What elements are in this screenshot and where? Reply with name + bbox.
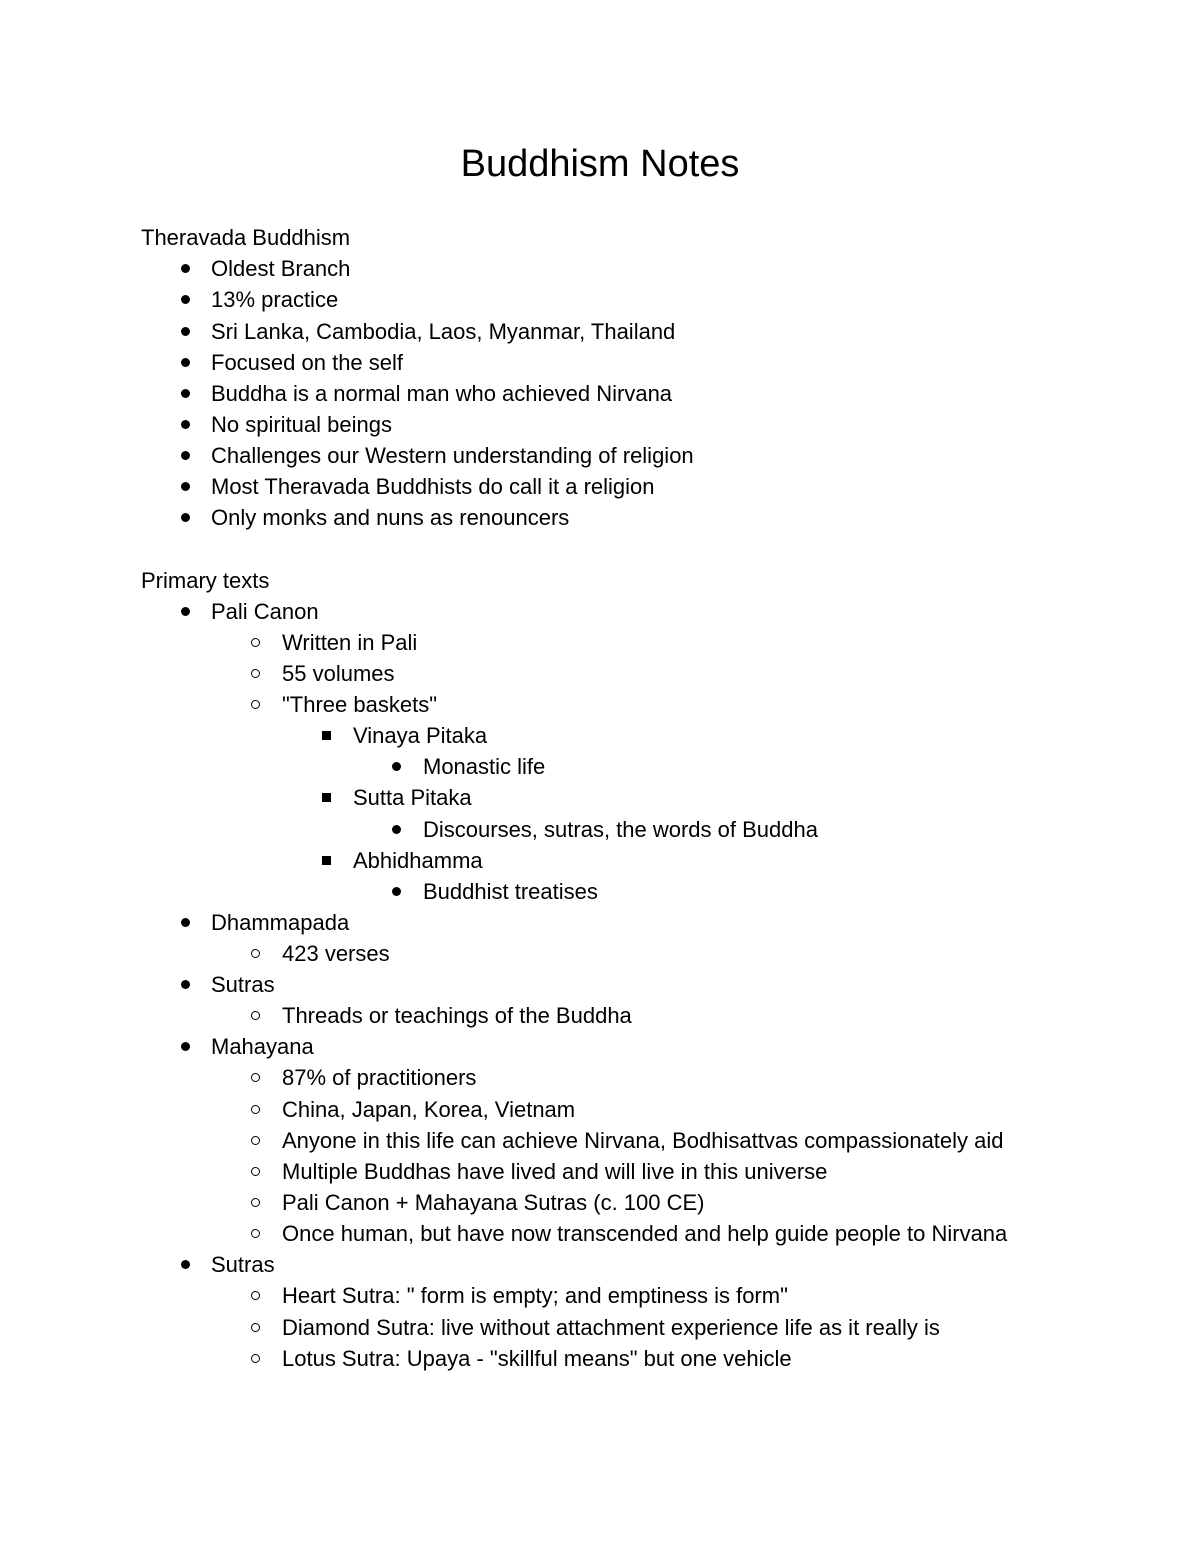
filled-bullet-icon xyxy=(178,1031,192,1062)
section-heading-primary-texts: Primary texts xyxy=(141,568,270,593)
hollow-bullet-icon xyxy=(248,1000,262,1031)
section-heading-theravada: Theravada Buddhism xyxy=(141,225,351,250)
document-title: Buddhism Notes xyxy=(460,143,740,185)
filled-bullet-icon xyxy=(389,814,403,845)
hollow-bullet-icon xyxy=(248,1125,262,1156)
square-bullet-icon xyxy=(319,845,333,876)
filled-bullet-icon xyxy=(389,876,403,907)
hollow-bullet-icon xyxy=(248,1312,262,1343)
hollow-bullet-icon xyxy=(248,1062,262,1093)
hollow-bullet-icon xyxy=(248,938,262,969)
filled-bullet-icon xyxy=(389,751,403,782)
hollow-bullet-icon xyxy=(248,627,262,658)
filled-bullet-icon xyxy=(178,347,192,378)
filled-bullet-icon xyxy=(178,502,192,533)
hollow-bullet-icon xyxy=(248,1094,262,1125)
hollow-bullet-icon xyxy=(248,1218,262,1249)
filled-bullet-icon xyxy=(178,440,192,471)
hollow-bullet-icon xyxy=(248,689,262,720)
filled-bullet-icon xyxy=(178,596,192,627)
filled-bullet-icon xyxy=(178,253,192,284)
filled-bullet-icon xyxy=(178,284,192,315)
filled-bullet-icon xyxy=(178,471,192,502)
hollow-bullet-icon xyxy=(248,1156,262,1187)
filled-bullet-icon xyxy=(178,1249,192,1280)
filled-bullet-icon xyxy=(178,907,192,938)
hollow-bullet-icon xyxy=(248,1343,262,1374)
filled-bullet-icon xyxy=(178,316,192,347)
filled-bullet-icon xyxy=(178,969,192,1000)
hollow-bullet-icon xyxy=(248,658,262,689)
filled-bullet-icon xyxy=(178,378,192,409)
square-bullet-icon xyxy=(319,720,333,751)
hollow-bullet-icon xyxy=(248,1280,262,1311)
document-page: Buddhism Notes Theravada Buddhism Oldest Branch 13% practice Sri Lanka, Cambodia, Laos, Myanmar, Thailand Focused on the self Buddha is a normal man who achieved Nirvana No spiritual beings Challenges our Western understanding of religion Most Theravada Buddhists do call it a religion Only monks and nuns as renouncers Primary texts Pali Canon Written in Pali 55 volumes "Three baskets" Vinaya Pitaka Monastic life Sutta Pitaka Discourses, sutras, the words of Buddha Abhidhamma Buddhist treatises Dhammapada 423 verses Sutras Threads or teachings of the Buddha Mahayana 87% of practitioners China, Japan, Korea, Vietnam Anyone in this life can achieve Nirvana, Bodhisattvas compassionately aid Multiple Buddhas have lived and will live in this universe Pali Canon + Mahayana Sutras (c. 100 CE) Once human, but have now transcended and help guide people to Nirvana Sutras Heart Sutra: " form is empty; and emptiness is form" Diamond Sutra: live without attachment experience life as it really is Lotus Sutra: Upaya - "skillful means" but one vehicle xyxy=(0,0,1200,1553)
square-bullet-icon xyxy=(319,782,333,813)
filled-bullet-icon xyxy=(178,409,192,440)
hollow-bullet-icon xyxy=(248,1187,262,1218)
